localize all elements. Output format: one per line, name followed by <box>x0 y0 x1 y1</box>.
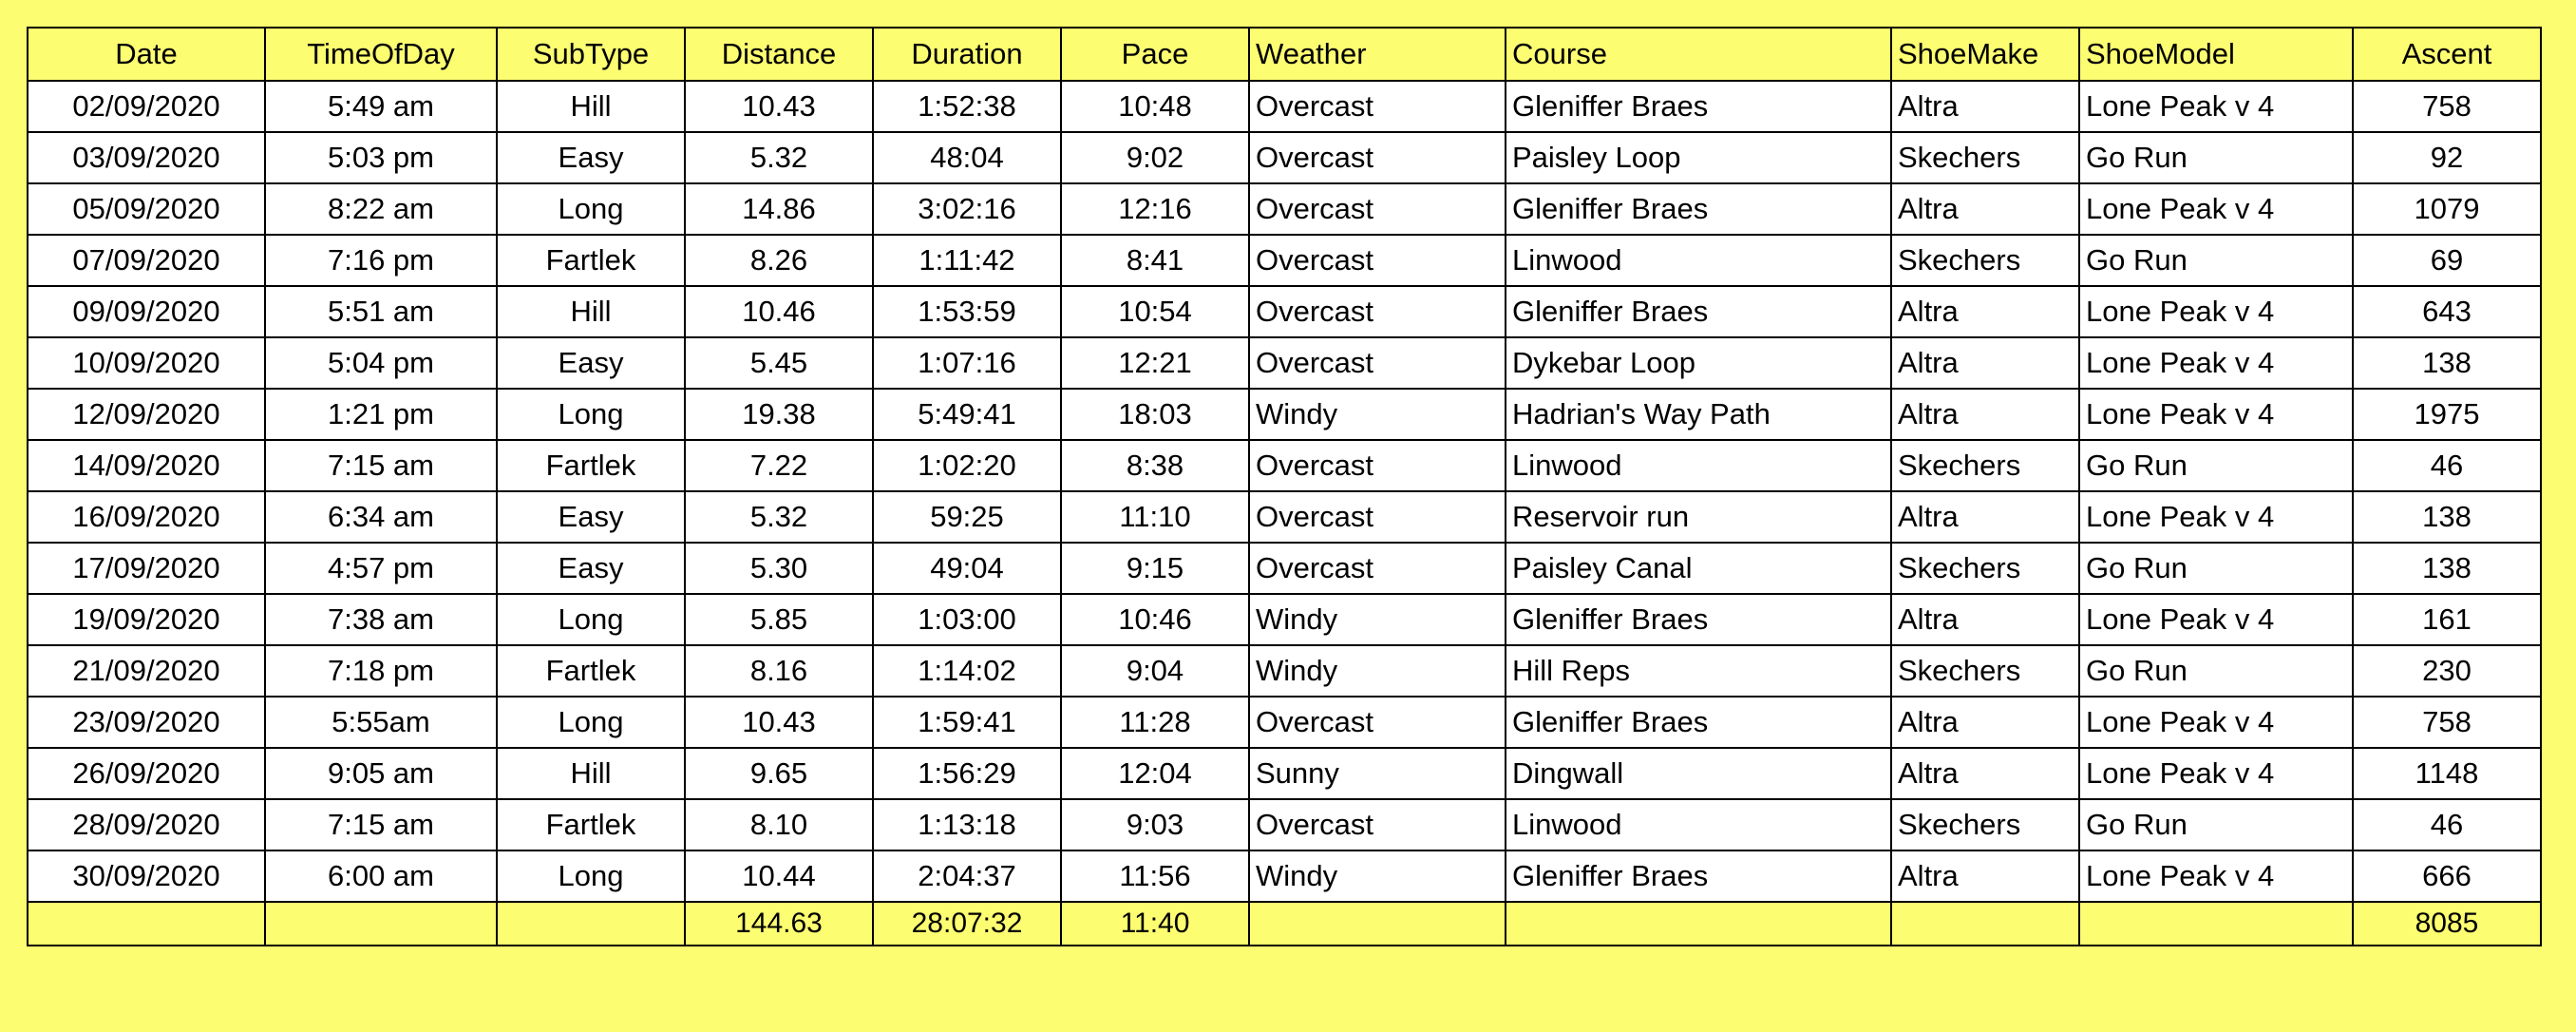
cell-date[interactable]: 03/09/2020 <box>28 132 265 183</box>
cell-timeofday[interactable]: 5:51 am <box>265 286 497 337</box>
column-header-date[interactable]: Date <box>28 28 265 81</box>
cell-ascent[interactable]: 138 <box>2353 491 2541 543</box>
cell-shoemodel[interactable]: Go Run <box>2079 645 2353 697</box>
cell-weather[interactable]: Overcast <box>1249 235 1506 286</box>
column-header-shoemake[interactable]: ShoeMake <box>1891 28 2079 81</box>
cell-timeofday[interactable]: 5:49 am <box>265 81 497 132</box>
table-row <box>28 132 2541 183</box>
cell-shoemodel[interactable]: Go Run <box>2079 543 2353 594</box>
cell-shoemake[interactable]: Altra <box>1891 337 2079 389</box>
cell-duration[interactable]: 1:07:16 <box>873 337 1061 389</box>
cell-timeofday[interactable]: 5:55am <box>265 697 497 748</box>
cell-duration[interactable]: 1:59:41 <box>873 697 1061 748</box>
cell-distance[interactable]: 5.45 <box>685 337 873 389</box>
cell-date[interactable]: 12/09/2020 <box>28 389 265 440</box>
cell-subtype[interactable]: Fartlek <box>497 440 685 491</box>
cell-date[interactable]: 19/09/2020 <box>28 594 265 645</box>
cell-ascent[interactable]: 46 <box>2353 440 2541 491</box>
cell-course[interactable]: Linwood <box>1506 235 1891 286</box>
column-header-course[interactable]: Course <box>1506 28 1891 81</box>
total-cell-distance[interactable]: 144.63 <box>685 902 873 946</box>
table-row <box>28 440 2541 491</box>
column-header-timeofday[interactable]: TimeOfDay <box>265 28 497 81</box>
cell-pace[interactable]: 10:46 <box>1061 594 1249 645</box>
cell-duration[interactable]: 1:13:18 <box>873 799 1061 850</box>
cell-shoemake[interactable]: Altra <box>1891 389 2079 440</box>
cell-distance[interactable]: 8.16 <box>685 645 873 697</box>
cell-distance[interactable]: 10.43 <box>685 697 873 748</box>
cell-duration[interactable]: 5:49:41 <box>873 389 1061 440</box>
cell-pace[interactable]: 10:48 <box>1061 81 1249 132</box>
cell-ascent[interactable]: 758 <box>2353 697 2541 748</box>
cell-subtype[interactable]: Long <box>497 594 685 645</box>
total-cell-weather[interactable] <box>1249 902 1506 946</box>
cell-date[interactable]: 10/09/2020 <box>28 337 265 389</box>
cell-shoemake[interactable]: Altra <box>1891 594 2079 645</box>
table-row <box>28 645 2541 697</box>
cell-distance[interactable]: 10.46 <box>685 286 873 337</box>
cell-pace[interactable]: 11:56 <box>1061 850 1249 902</box>
cell-course[interactable]: Gleniffer Braes <box>1506 697 1891 748</box>
cell-pace[interactable]: 9:02 <box>1061 132 1249 183</box>
cell-shoemodel[interactable]: Lone Peak v 4 <box>2079 183 2353 235</box>
cell-shoemake[interactable]: Skechers <box>1891 235 2079 286</box>
cell-subtype[interactable]: Long <box>497 697 685 748</box>
header-row <box>28 28 2541 81</box>
cell-duration[interactable]: 1:53:59 <box>873 286 1061 337</box>
cell-distance[interactable]: 7.22 <box>685 440 873 491</box>
total-cell-shoemodel[interactable] <box>2079 902 2353 946</box>
cell-subtype[interactable]: Hill <box>497 748 685 799</box>
cell-weather[interactable]: Overcast <box>1249 337 1506 389</box>
cell-distance[interactable]: 8.26 <box>685 235 873 286</box>
table-row <box>28 850 2541 902</box>
cell-weather[interactable]: Sunny <box>1249 748 1506 799</box>
cell-shoemake[interactable]: Altra <box>1891 183 2079 235</box>
cell-date[interactable]: 23/09/2020 <box>28 697 265 748</box>
cell-timeofday[interactable]: 5:03 pm <box>265 132 497 183</box>
cell-distance[interactable]: 5.85 <box>685 594 873 645</box>
total-cell-duration[interactable]: 28:07:32 <box>873 902 1061 946</box>
cell-subtype[interactable]: Long <box>497 850 685 902</box>
cell-pace[interactable]: 11:10 <box>1061 491 1249 543</box>
cell-pace[interactable]: 11:28 <box>1061 697 1249 748</box>
cell-date[interactable]: 07/09/2020 <box>28 235 265 286</box>
cell-duration[interactable]: 1:56:29 <box>873 748 1061 799</box>
cell-weather[interactable]: Overcast <box>1249 543 1506 594</box>
cell-course[interactable]: Linwood <box>1506 440 1891 491</box>
table-body <box>28 81 2541 946</box>
cell-shoemake[interactable]: Skechers <box>1891 132 2079 183</box>
cell-date[interactable]: 26/09/2020 <box>28 748 265 799</box>
cell-shoemodel[interactable]: Lone Peak v 4 <box>2079 594 2353 645</box>
cell-shoemake[interactable]: Altra <box>1891 697 2079 748</box>
cell-pace[interactable]: 9:04 <box>1061 645 1249 697</box>
cell-ascent[interactable]: 758 <box>2353 81 2541 132</box>
cell-duration[interactable]: 49:04 <box>873 543 1061 594</box>
cell-shoemake[interactable]: Altra <box>1891 748 2079 799</box>
cell-weather[interactable]: Overcast <box>1249 697 1506 748</box>
cell-duration[interactable]: 59:25 <box>873 491 1061 543</box>
cell-pace[interactable]: 12:21 <box>1061 337 1249 389</box>
cell-ascent[interactable]: 92 <box>2353 132 2541 183</box>
cell-date[interactable]: 21/09/2020 <box>28 645 265 697</box>
table-row <box>28 748 2541 799</box>
cell-date[interactable]: 05/09/2020 <box>28 183 265 235</box>
cell-shoemodel[interactable]: Go Run <box>2079 132 2353 183</box>
cell-ascent[interactable]: 46 <box>2353 799 2541 850</box>
cell-weather[interactable]: Overcast <box>1249 286 1506 337</box>
cell-shoemodel[interactable]: Lone Peak v 4 <box>2079 389 2353 440</box>
cell-shoemodel[interactable]: Lone Peak v 4 <box>2079 81 2353 132</box>
cell-subtype[interactable]: Easy <box>497 337 685 389</box>
cell-shoemodel[interactable]: Lone Peak v 4 <box>2079 697 2353 748</box>
cell-weather[interactable]: Overcast <box>1249 132 1506 183</box>
cell-course[interactable]: Gleniffer Braes <box>1506 850 1891 902</box>
table-row <box>28 594 2541 645</box>
cell-shoemake[interactable]: Skechers <box>1891 645 2079 697</box>
cell-shoemodel[interactable]: Lone Peak v 4 <box>2079 748 2353 799</box>
table-row <box>28 697 2541 748</box>
cell-distance[interactable]: 10.44 <box>685 850 873 902</box>
cell-date[interactable]: 16/09/2020 <box>28 491 265 543</box>
cell-ascent[interactable]: 1079 <box>2353 183 2541 235</box>
cell-timeofday[interactable]: 7:15 am <box>265 799 497 850</box>
cell-timeofday[interactable]: 7:15 am <box>265 440 497 491</box>
table-row <box>28 389 2541 440</box>
cell-timeofday[interactable]: 8:22 am <box>265 183 497 235</box>
cell-weather[interactable]: Overcast <box>1249 183 1506 235</box>
cell-pace[interactable]: 8:38 <box>1061 440 1249 491</box>
total-cell-subtype[interactable] <box>497 902 685 946</box>
total-cell-ascent[interactable]: 8085 <box>2353 902 2541 946</box>
cell-weather[interactable]: Overcast <box>1249 440 1506 491</box>
column-header-shoemodel[interactable]: ShoeModel <box>2079 28 2353 81</box>
cell-duration[interactable]: 2:04:37 <box>873 850 1061 902</box>
cell-subtype[interactable]: Hill <box>497 81 685 132</box>
cell-weather[interactable]: Windy <box>1249 850 1506 902</box>
cell-duration[interactable]: 1:02:20 <box>873 440 1061 491</box>
cell-weather[interactable]: Overcast <box>1249 799 1506 850</box>
cell-distance[interactable]: 5.32 <box>685 132 873 183</box>
cell-course[interactable]: Gleniffer Braes <box>1506 183 1891 235</box>
cell-weather[interactable]: Windy <box>1249 594 1506 645</box>
cell-subtype[interactable]: Easy <box>497 132 685 183</box>
cell-subtype[interactable]: Fartlek <box>497 799 685 850</box>
column-header-ascent[interactable]: Ascent <box>2353 28 2541 81</box>
cell-shoemodel[interactable]: Lone Peak v 4 <box>2079 850 2353 902</box>
cell-shoemodel[interactable]: Lone Peak v 4 <box>2079 337 2353 389</box>
cell-course[interactable]: Linwood <box>1506 799 1891 850</box>
cell-distance[interactable]: 8.10 <box>685 799 873 850</box>
cell-pace[interactable]: 10:54 <box>1061 286 1249 337</box>
cell-timeofday[interactable]: 6:00 am <box>265 850 497 902</box>
table-row <box>28 235 2541 286</box>
cell-pace[interactable]: 18:03 <box>1061 389 1249 440</box>
column-header-subtype[interactable]: SubType <box>497 28 685 81</box>
cell-subtype[interactable]: Fartlek <box>497 235 685 286</box>
cell-distance[interactable]: 19.38 <box>685 389 873 440</box>
cell-course[interactable]: Paisley Loop <box>1506 132 1891 183</box>
cell-shoemodel[interactable]: Go Run <box>2079 235 2353 286</box>
total-cell-date[interactable] <box>28 902 265 946</box>
cell-timeofday[interactable]: 9:05 am <box>265 748 497 799</box>
cell-ascent[interactable]: 138 <box>2353 543 2541 594</box>
cell-date[interactable]: 02/09/2020 <box>28 81 265 132</box>
total-cell-shoemake[interactable] <box>1891 902 2079 946</box>
cell-timeofday[interactable]: 6:34 am <box>265 491 497 543</box>
cell-duration[interactable]: 3:02:16 <box>873 183 1061 235</box>
cell-weather[interactable]: Overcast <box>1249 81 1506 132</box>
cell-ascent[interactable]: 230 <box>2353 645 2541 697</box>
cell-course[interactable]: Gleniffer Braes <box>1506 81 1891 132</box>
table-row <box>28 543 2541 594</box>
cell-subtype[interactable]: Easy <box>497 491 685 543</box>
cell-course[interactable]: Gleniffer Braes <box>1506 594 1891 645</box>
cell-shoemodel[interactable]: Lone Peak v 4 <box>2079 286 2353 337</box>
cell-ascent[interactable]: 643 <box>2353 286 2541 337</box>
cell-subtype[interactable]: Long <box>497 183 685 235</box>
cell-pace[interactable]: 9:03 <box>1061 799 1249 850</box>
cell-date[interactable]: 30/09/2020 <box>28 850 265 902</box>
table-row <box>28 799 2541 850</box>
cell-timeofday[interactable]: 7:38 am <box>265 594 497 645</box>
total-cell-pace[interactable]: 11:40 <box>1061 902 1249 946</box>
cell-subtype[interactable]: Hill <box>497 286 685 337</box>
cell-ascent[interactable]: 1148 <box>2353 748 2541 799</box>
cell-pace[interactable]: 8:41 <box>1061 235 1249 286</box>
cell-subtype[interactable]: Fartlek <box>497 645 685 697</box>
cell-ascent[interactable]: 666 <box>2353 850 2541 902</box>
cell-course[interactable]: Reservoir run <box>1506 491 1891 543</box>
cell-distance[interactable]: 10.43 <box>685 81 873 132</box>
cell-shoemake[interactable]: Altra <box>1891 286 2079 337</box>
cell-shoemake[interactable]: Altra <box>1891 491 2079 543</box>
cell-timeofday[interactable]: 1:21 pm <box>265 389 497 440</box>
cell-distance[interactable]: 5.32 <box>685 491 873 543</box>
cell-course[interactable]: Dykebar Loop <box>1506 337 1891 389</box>
run-log-table <box>27 27 2542 946</box>
cell-timeofday[interactable]: 5:04 pm <box>265 337 497 389</box>
cell-ascent[interactable]: 161 <box>2353 594 2541 645</box>
column-header-duration[interactable]: Duration <box>873 28 1061 81</box>
table-row <box>28 491 2541 543</box>
cell-weather[interactable]: Windy <box>1249 389 1506 440</box>
cell-timeofday[interactable]: 7:16 pm <box>265 235 497 286</box>
column-header-weather[interactable]: Weather <box>1249 28 1506 81</box>
cell-weather[interactable]: Windy <box>1249 645 1506 697</box>
cell-shoemake[interactable]: Skechers <box>1891 543 2079 594</box>
cell-shoemake[interactable]: Altra <box>1891 81 2079 132</box>
cell-ascent[interactable]: 1975 <box>2353 389 2541 440</box>
spreadsheet <box>27 27 2540 946</box>
cell-date[interactable]: 17/09/2020 <box>28 543 265 594</box>
cell-ascent[interactable]: 69 <box>2353 235 2541 286</box>
cell-ascent[interactable]: 138 <box>2353 337 2541 389</box>
cell-subtype[interactable]: Easy <box>497 543 685 594</box>
cell-shoemodel[interactable]: Go Run <box>2079 799 2353 850</box>
cell-course[interactable]: Paisley Canal <box>1506 543 1891 594</box>
table-row <box>28 183 2541 235</box>
column-header-pace[interactable]: Pace <box>1061 28 1249 81</box>
cell-duration[interactable]: 1:11:42 <box>873 235 1061 286</box>
cell-duration[interactable]: 1:14:02 <box>873 645 1061 697</box>
cell-distance[interactable]: 14.86 <box>685 183 873 235</box>
cell-timeofday[interactable]: 7:18 pm <box>265 645 497 697</box>
cell-date[interactable]: 14/09/2020 <box>28 440 265 491</box>
cell-date[interactable]: 09/09/2020 <box>28 286 265 337</box>
cell-shoemodel[interactable]: Lone Peak v 4 <box>2079 491 2353 543</box>
table-row <box>28 81 2541 132</box>
cell-pace[interactable]: 12:04 <box>1061 748 1249 799</box>
column-header-distance[interactable]: Distance <box>685 28 873 81</box>
cell-duration[interactable]: 48:04 <box>873 132 1061 183</box>
cell-distance[interactable]: 9.65 <box>685 748 873 799</box>
cell-duration[interactable]: 1:52:38 <box>873 81 1061 132</box>
cell-shoemake[interactable]: Skechers <box>1891 440 2079 491</box>
cell-pace[interactable]: 9:15 <box>1061 543 1249 594</box>
cell-date[interactable]: 28/09/2020 <box>28 799 265 850</box>
cell-pace[interactable]: 12:16 <box>1061 183 1249 235</box>
cell-course[interactable]: Hill Reps <box>1506 645 1891 697</box>
total-cell-course[interactable] <box>1506 902 1891 946</box>
totals-row <box>28 902 2541 946</box>
total-cell-timeofday[interactable] <box>265 902 497 946</box>
cell-shoemodel[interactable]: Go Run <box>2079 440 2353 491</box>
cell-course[interactable]: Hadrian's Way Path <box>1506 389 1891 440</box>
cell-weather[interactable]: Overcast <box>1249 491 1506 543</box>
cell-course[interactable]: Gleniffer Braes <box>1506 286 1891 337</box>
cell-course[interactable]: Dingwall <box>1506 748 1891 799</box>
table-row <box>28 337 2541 389</box>
table-row <box>28 286 2541 337</box>
cell-distance[interactable]: 5.30 <box>685 543 873 594</box>
cell-timeofday[interactable]: 4:57 pm <box>265 543 497 594</box>
cell-shoemake[interactable]: Altra <box>1891 850 2079 902</box>
cell-shoemake[interactable]: Skechers <box>1891 799 2079 850</box>
cell-duration[interactable]: 1:03:00 <box>873 594 1061 645</box>
cell-subtype[interactable]: Long <box>497 389 685 440</box>
